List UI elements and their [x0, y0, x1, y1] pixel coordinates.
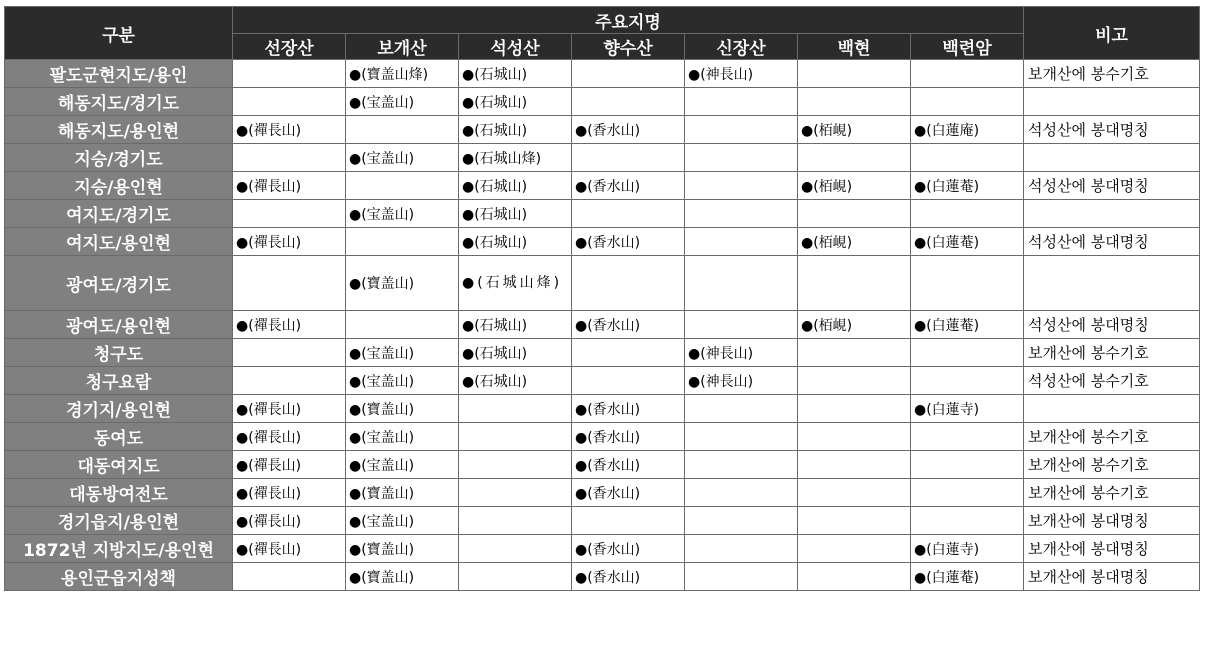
note-cell [1024, 200, 1200, 228]
place-mark-cell [233, 563, 346, 591]
table-row [5, 60, 1200, 88]
place-mark-cell [798, 423, 911, 451]
place-mark-cell: ●(石城山) [459, 60, 572, 88]
header-place-bogaesan: 보개산 [346, 34, 459, 60]
place-mark-cell: ●(寶盖山) [346, 535, 459, 563]
place-mark-cell: ●(香水山) [572, 311, 685, 339]
place-mark-cell [459, 423, 572, 451]
place-mark-cell [911, 367, 1024, 395]
row-source-label: 대동방여전도 [5, 479, 233, 507]
place-mark-cell [911, 144, 1024, 172]
place-mark-cell [685, 535, 798, 563]
place-mark-cell [233, 60, 346, 88]
place-mark-cell [346, 116, 459, 144]
place-mark-cell [572, 60, 685, 88]
note-cell: 보개산에 봉대명칭 [1024, 507, 1200, 535]
place-mark-cell: ●(香水山) [572, 395, 685, 423]
row-source-label: 해동지도/경기도 [5, 88, 233, 116]
header-place-baengnyeonam: 백련암 [911, 34, 1024, 60]
place-mark-cell: ●(神長山) [685, 339, 798, 367]
row-source-label: 동여도 [5, 423, 233, 451]
place-mark-cell: ●(神長山) [685, 367, 798, 395]
place-mark-cell [233, 88, 346, 116]
place-mark-cell: ●(香水山) [572, 479, 685, 507]
note-cell: 석성산에 봉대명칭 [1024, 116, 1200, 144]
place-mark-cell [685, 256, 798, 311]
place-mark-cell [798, 144, 911, 172]
place-mark-cell [459, 395, 572, 423]
place-mark-cell [911, 423, 1024, 451]
place-mark-cell [459, 563, 572, 591]
place-mark-cell: ●(宝盖山) [346, 507, 459, 535]
place-mark-cell [685, 144, 798, 172]
place-mark-cell [346, 172, 459, 200]
table-row [5, 172, 1200, 200]
place-mark-cell [798, 367, 911, 395]
place-mark-cell [685, 395, 798, 423]
note-cell [1024, 88, 1200, 116]
row-source-label: 여지도/용인현 [5, 228, 233, 256]
place-mark-cell: ●(香水山) [572, 228, 685, 256]
table-row [5, 116, 1200, 144]
row-source-label: 1872년 지방지도/용인현 [5, 535, 233, 563]
place-mark-cell: ●(香水山) [572, 116, 685, 144]
note-cell: 보개산에 봉대명칭 [1024, 563, 1200, 591]
place-mark-cell: ●(白蓮庵) [911, 116, 1024, 144]
place-mark-cell: ●(寶盖山) [346, 256, 459, 311]
row-source-label: 지승/용인현 [5, 172, 233, 200]
place-mark-cell [685, 479, 798, 507]
place-mark-cell [798, 256, 911, 311]
place-mark-cell [572, 144, 685, 172]
place-mark-cell [798, 88, 911, 116]
place-mark-cell [572, 339, 685, 367]
place-mark-cell: ●(宝盖山) [346, 144, 459, 172]
note-cell [1024, 256, 1200, 311]
place-mark-cell [572, 200, 685, 228]
place-mark-cell: ●(白蓮菴) [911, 563, 1024, 591]
place-mark-cell [346, 228, 459, 256]
place-mark-cell: ●(禪長山) [233, 395, 346, 423]
place-mark-cell: ●(石城山) [459, 172, 572, 200]
place-mark-cell [572, 507, 685, 535]
header-category: 구분 [5, 7, 233, 60]
place-mark-cell: ●(香水山) [572, 563, 685, 591]
place-mark-cell [685, 451, 798, 479]
place-mark-cell: ●(宝盖山) [346, 367, 459, 395]
place-mark-cell [911, 479, 1024, 507]
header-main-place-names: 주요지명 [233, 7, 1024, 34]
place-mark-cell: ●(禪長山) [233, 535, 346, 563]
row-source-label: 용인군읍지성책 [5, 563, 233, 591]
place-mark-cell: ●(石城山烽) [459, 144, 572, 172]
place-mark-cell: ●(白蓮寺) [911, 535, 1024, 563]
table-row [5, 451, 1200, 479]
table-row [5, 535, 1200, 563]
place-mark-cell [685, 423, 798, 451]
note-cell: 보개산에 봉대명칭 [1024, 535, 1200, 563]
place-mark-cell: ●(石城山) [459, 367, 572, 395]
table-row [5, 507, 1200, 535]
place-mark-cell [685, 172, 798, 200]
note-cell [1024, 144, 1200, 172]
place-mark-cell [233, 256, 346, 311]
note-cell: 석성산에 봉대명칭 [1024, 311, 1200, 339]
place-mark-cell: ●(栢峴) [798, 311, 911, 339]
place-mark-cell: ●(禪長山) [233, 311, 346, 339]
place-mark-cell: ●(禪長山) [233, 507, 346, 535]
place-mark-cell [911, 451, 1024, 479]
place-mark-cell: ●(石城山) [459, 200, 572, 228]
place-mark-cell [346, 311, 459, 339]
note-cell: 석성산에 봉수기호 [1024, 367, 1200, 395]
place-mark-cell: ●(栢峴) [798, 116, 911, 144]
place-mark-cell [798, 479, 911, 507]
table-row [5, 144, 1200, 172]
place-mark-cell [572, 367, 685, 395]
table-body [5, 60, 1200, 591]
place-mark-cell [685, 200, 798, 228]
place-mark-cell: ●(栢峴) [798, 172, 911, 200]
place-mark-cell [911, 339, 1024, 367]
header-place-baekhyeon: 백현 [798, 34, 911, 60]
place-mark-cell [685, 88, 798, 116]
row-source-label: 광여도/경기도 [5, 256, 233, 311]
row-source-label: 여지도/경기도 [5, 200, 233, 228]
place-mark-cell: ●(寶盖山) [346, 563, 459, 591]
row-source-label: 대동여지도 [5, 451, 233, 479]
place-mark-cell: ●(禪長山) [233, 172, 346, 200]
place-mark-cell [911, 256, 1024, 311]
row-source-label: 청구도 [5, 339, 233, 367]
note-cell: 보개산에 봉수기호 [1024, 60, 1200, 88]
place-mark-cell [798, 507, 911, 535]
place-mark-cell [233, 144, 346, 172]
place-mark-cell [685, 116, 798, 144]
place-name-table-container [4, 6, 1200, 591]
place-mark-cell: ●(禪長山) [233, 228, 346, 256]
note-cell: 보개산에 봉수기호 [1024, 339, 1200, 367]
place-mark-cell: ●(禪長山) [233, 451, 346, 479]
place-mark-cell [798, 200, 911, 228]
note-cell: 보개산에 봉수기호 [1024, 423, 1200, 451]
place-mark-cell [798, 339, 911, 367]
place-mark-cell [798, 535, 911, 563]
table-row [5, 200, 1200, 228]
place-mark-cell: ●(白蓮寺) [911, 395, 1024, 423]
place-mark-cell [233, 339, 346, 367]
place-mark-cell: ●(白蓮菴) [911, 172, 1024, 200]
place-mark-cell [798, 60, 911, 88]
place-mark-cell: ●(神長山) [685, 60, 798, 88]
place-mark-cell [459, 535, 572, 563]
note-cell: 석성산에 봉대명칭 [1024, 172, 1200, 200]
place-mark-cell: ●(宝盖山) [346, 451, 459, 479]
place-mark-cell: ●(香水山) [572, 423, 685, 451]
place-mark-cell: ●(禪長山) [233, 479, 346, 507]
place-mark-cell: ●(白蓮菴) [911, 228, 1024, 256]
place-mark-cell: ●(石城山) [459, 311, 572, 339]
place-mark-cell [798, 451, 911, 479]
place-mark-cell [459, 451, 572, 479]
table-row [5, 395, 1200, 423]
row-source-label: 팔도군현지도/용인 [5, 60, 233, 88]
place-mark-cell: ●(禪長山) [233, 116, 346, 144]
place-name-table [4, 6, 1200, 591]
place-mark-cell: ●(禪長山) [233, 423, 346, 451]
place-mark-cell [685, 228, 798, 256]
place-mark-cell: ●(寶盖山烽) [346, 60, 459, 88]
header-place-sinjangsan: 신장산 [685, 34, 798, 60]
place-mark-cell: ●(香水山) [572, 172, 685, 200]
table-row [5, 339, 1200, 367]
place-mark-cell: ●(石城山) [459, 339, 572, 367]
place-mark-cell [911, 60, 1024, 88]
place-mark-cell: ●(石城山烽) [459, 256, 572, 311]
place-mark-cell [459, 479, 572, 507]
place-mark-cell: ●(宝盖山) [346, 339, 459, 367]
note-cell: 보개산에 봉수기호 [1024, 451, 1200, 479]
table-row [5, 256, 1200, 311]
note-cell: 보개산에 봉수기호 [1024, 479, 1200, 507]
row-source-label: 광여도/용인현 [5, 311, 233, 339]
place-mark-cell: ●(石城山) [459, 228, 572, 256]
place-mark-cell [572, 256, 685, 311]
place-mark-cell [911, 88, 1024, 116]
place-mark-cell: ●(石城山) [459, 88, 572, 116]
place-mark-cell [459, 507, 572, 535]
place-mark-cell: ●(寶盖山) [346, 395, 459, 423]
table-row [5, 479, 1200, 507]
place-mark-cell [911, 507, 1024, 535]
place-mark-cell [798, 395, 911, 423]
place-mark-cell [233, 367, 346, 395]
table-row [5, 88, 1200, 116]
place-mark-cell: ●(宝盖山) [346, 200, 459, 228]
place-mark-cell [572, 88, 685, 116]
header-place-seokseongsan: 석성산 [459, 34, 572, 60]
note-cell [1024, 395, 1200, 423]
place-mark-cell: ●(石城山) [459, 116, 572, 144]
place-mark-cell: ●(宝盖山) [346, 423, 459, 451]
place-mark-cell [798, 563, 911, 591]
place-mark-cell: ●(白蓮菴) [911, 311, 1024, 339]
place-mark-cell: ●(香水山) [572, 535, 685, 563]
place-mark-cell [233, 200, 346, 228]
row-source-label: 경기지/용인현 [5, 395, 233, 423]
place-mark-cell [911, 200, 1024, 228]
place-mark-cell [685, 311, 798, 339]
table-row [5, 563, 1200, 591]
table-row [5, 423, 1200, 451]
row-source-label: 경기읍지/용인현 [5, 507, 233, 535]
table-row [5, 228, 1200, 256]
place-mark-cell: ●(宝盖山) [346, 88, 459, 116]
header-place-hyangsusan: 향수산 [572, 34, 685, 60]
header-note: 비고 [1024, 7, 1200, 60]
row-source-label: 청구요람 [5, 367, 233, 395]
row-source-label: 지승/경기도 [5, 144, 233, 172]
place-mark-cell: ●(寶盖山) [346, 479, 459, 507]
header-place-seonjangsan: 선장산 [233, 34, 346, 60]
table-row [5, 367, 1200, 395]
place-mark-cell: ●(栢峴) [798, 228, 911, 256]
place-mark-cell [685, 507, 798, 535]
row-source-label: 해동지도/용인현 [5, 116, 233, 144]
place-mark-cell: ●(香水山) [572, 451, 685, 479]
note-cell: 석성산에 봉대명칭 [1024, 228, 1200, 256]
table-row [5, 311, 1200, 339]
place-mark-cell [685, 563, 798, 591]
